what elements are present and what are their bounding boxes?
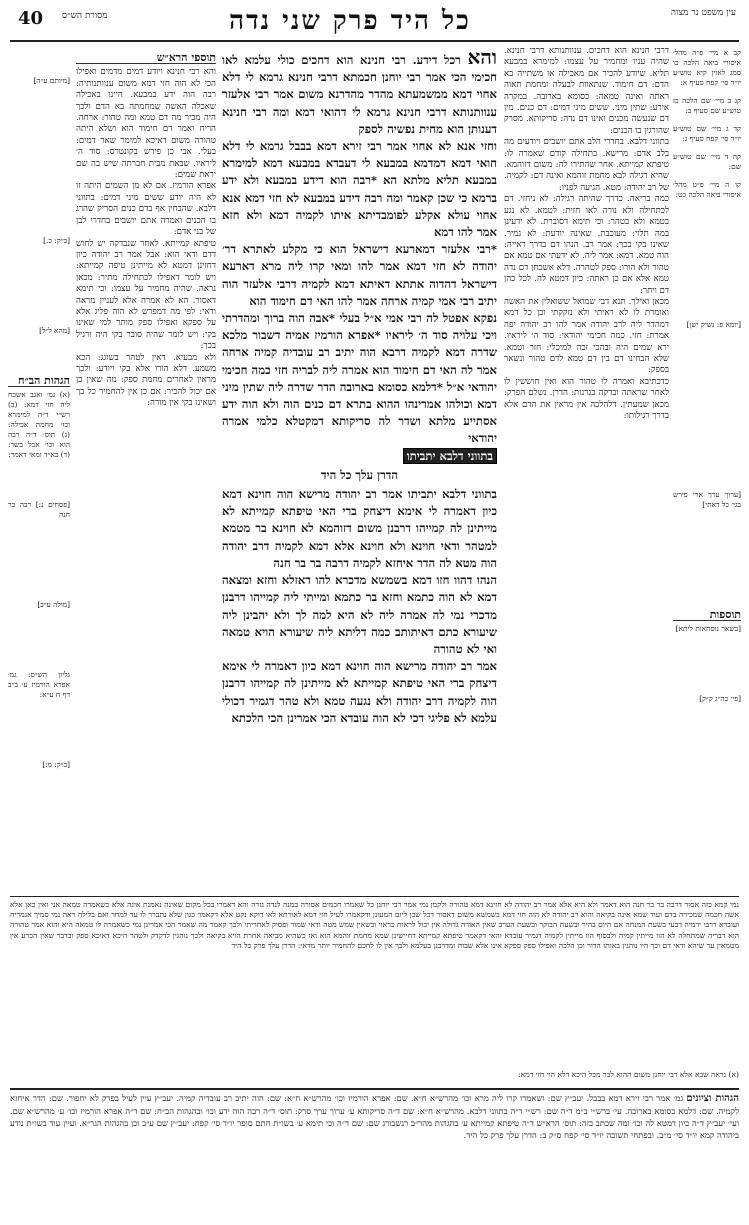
gemara-paragraph: *רבי אלעזר דמארעא דישראל הוא כי מקלע לאתרא דר׳ יהודה לא חזי דמא אמר להו ומאי קרו ליה מרא דארעא דישראל דהדוה אתתא דאיתא דמא לקמיה דרבי אלעזר הוה יתיב רבי אמי קמיה ארחה אמר להו האי דם חימוד הוא xyxy=(222,242,497,308)
tosafot-margin-heading: תוספות xyxy=(673,610,741,621)
masoret-ref: [ב״ק: מ:] xyxy=(42,760,70,769)
bottom-rule xyxy=(10,896,739,897)
margin-ref: קג ב מיי׳ שם הלכה כז טוש״ע שם סעיף ב: xyxy=(673,96,741,115)
rashi-paragraph: כדכתיבא ואמרה לו טהור הוא ואין חוששין לו לאחר שראתה ובדקה בגרנות: הדרן. נשלם הפרק: מכאן שמעתין. דלהלכה אין מראין את הדם אלא בדרך רגילותו: xyxy=(504,376,669,421)
hagahot-rule xyxy=(10,1088,739,1090)
tosafot-paragraph: והא רבי חנינא ויודע דמים מדמים ואפילו הכי לא הוה חזי דמא משום ענוותנותיה: רבה הוה ידע במבעא. היינו באכילה שאכלה האשה שמחמתה בא הדם ולכך היה מכיר מה דם טמא ומה טהור: ארחה. הריח ואמר דם חימוד הוא ושלא היתה טהורה משום דאיכא למימר שאר דמים: בעלי. אבי כן פירש בקונטרס: סוד ה׳ ליראיו. שבאת מבית חברתה שיש בה שם יראת שמים: xyxy=(76,67,216,181)
margin-ref: קד ג מיי׳ שם טוש״ע יו״ד סי׳ קפח סעיף ג: xyxy=(673,124,741,143)
rashi-paragraph: בתווני דלבא. בחדרי הלב אתם יושבים ויודעים מה בלב אדם: מרישא. בתחילה קודם שאמרה לו: טיפתא קמייתא. אחר שהתירו לה: משום דזוהמא. שהיא רגילה לבא מחמת זוהמא ואינה דם: לקמיה. של רב יהודה: מטא. הגיעה לפניו: xyxy=(504,137,669,193)
left-margin xyxy=(8,46,70,886)
rashi-paragraph: דרבי חנינא הוא דחכים. ענוותנותא דרבי חנינא. שהיה עניו ומחמיר על עצמו: למימרא במבעא תליא. שיודע להכיר אם מאכילה או משתייה בא הדם: דם חימוד. שנתאוות לבעלה ומחמת תאוה ראתה ואינה טמאה: כסומא בארובה. במקרה אירע: שתין מיני. ששים מיני דמים: דם כנים. מין דם שנעשה מכנים ואינו דם נדה: סריקותא. מסרק שהורגין בו הכנים: xyxy=(504,46,669,136)
margin-note: [בשאר נוסחאות ליתא] xyxy=(675,624,741,633)
bach-heading: הגהות הב״ח xyxy=(8,376,70,387)
margin-note: [ערוך ערך ארי פירש בגי׳ כל דאתי] xyxy=(673,490,741,509)
gemara-paragraph: נפקא אפטל לה רבי אמי א״ל בעלי *אבה הוה ברוך ומהדרתי ויכי עלויה סוד ה׳ ליראיו *אפרא הורמיז אמיה דשבור מלכא שדרה דמא לקמיה דרבא הוה יתיב רב עובדיה קמיה ארחה אמר לה האי דם חימוד הוא אמרה ליה לבריה חזי כמה חכימי יהודאי א״ל *דלמא כסומא בארובה הדר שדרה ליה שתין מיני דמא וכולהו אמרינהו ההוא בתרא דם כנים הוה ולא הוה ידע אסתייע מלתא ושדר לה סריקותא דמקטלא כלמי אמרה יהודאי xyxy=(222,311,497,446)
margin-ref: קו ה מיי׳ פ״ט מהל׳ איסורי ביאה הלכה כט: xyxy=(673,180,741,199)
margin-note: [יומא פ: נשיק ישן] xyxy=(686,320,741,329)
gemara-paragraph: וחזי אנא לא אחוי אמר רבי זירא דמא בבבל גרמא לי דלא חואי דמא דמדמא במבעא לי דעבדא במבעא דמא למימרא במבעא תליא מלתא הא *רבה הוא דידע במבעא ולא ידע ברמא כי שכן קאמר ומה רבה דידע במבעא לא חזי דמא אנא אחוי עולא אקלע לפומבדיתא איתו לקמיה דמא ולא חזא אמר להו דמא xyxy=(222,139,497,240)
gilyon-note: גליון הש״ס: גמ׳ אפרא הורמיז ע׳ ב״ב דף ח ע״א: xyxy=(8,670,70,699)
tosafot-paragraph: אפרא הורמיז. אם לא מן השמים היתה זו לא היה יודע ששים מיני דמים: בתווני דלבא. שהבחין אף בדם כנים הסריק שהרג בו הכנים ואמרה אתם יושבים בחדרי לבן של בני אדם: xyxy=(76,181,216,238)
chapter-end-heading: הדרן עלך כל היד xyxy=(320,467,399,482)
rashi-paragraph: כמה בריאה. כדרך שהיתה רגילה: לא ניחזי. דם לכתחילה ולא נורה לאו חזית: לטמא. לא נגע בטמא ולא בטהר: וכי תימא דסוברת. לא ידעינן במה תלוי: מעוכבת. שאינה יודעת: לא גמיר. שאינו בקי בכך: אמר רב. הנהו דם בדרך ראייה: הוה טמא. דמא: אמר ליה. לא ידעתי אם טמא אם טהור ולא הורו: ספק לטהרה. דלא אשכחן דם נדה טמא אלא אם כן ראתה: כיון דמטא לה. לכל כהן דם ויתר: xyxy=(504,194,669,296)
hagahot-title: הגהות וציונים xyxy=(686,1093,739,1104)
bottom-commentary: נמי קמא כזה אסור דרבה בר בר חנה הוא דאמר ולא היא אלא אמר רב יהודה לא חזינא דמא טהורה ולקמן נמי אמר רבי יוחנן כל שאמרו חכמים אסורה כמנה לנדה גזרה והא דאמרו בכל מקום שאינה נאמנת אינה אלא כשאמרה טמאה אני ואין כאן אלא אשה חכמה שמכירה בדם ועוד שמא אינה בקיאה והוא רב יהודה לא הוה חזי דמא בשמשא משום דאסור דכל שכן ליום המעונן ודקאמרו לעיל חזי דמא לאורתא לאו דוקא נקט אלא דקאמר כגון שלא נתברר לו עד למחר ואם בלילה ראה נמי סמיך אגמריה ועובדא דרבי ירמיה דבעי בשעת המנחה אם היום בהיר ובשעת הבוקר ובשעת הערב שאין האורה גדולה אין יכול לראות כראוי וכשאין שמש מטה ודאי שמור ופסיק לאחריתי ולכך קאמר מה שאמר הכי אמרינן נמי כשאמרה לו טמאה היא והוא אמר טהורה הוא דבריה שמתחלה לא הוו מייתין קמיה ולבסוף הוו מייתין לקמיה דגמיר עובדא והאי דקאמר טיפתא קמייתא דחיישינן שמא מחמת זוהמא הוא ואז כשהיא מביאה אחרת הויא בקיאה ולכך נוהגין לדקדק ולטהר היכא דאיכא ספק ובדבר שאין הכרע אין מטמאין עד שיהא ודאי דם וכך היו נוהגין באותו הדור וכן הלכה ואפילו ספק ספקא אינו אלא שבות ומדרבנן בעלמא ולכך אין לו לחכם להחמיר יותר מדאי: הדרן עלך פרק כל היד xyxy=(10,900,739,950)
tosafot-heading: תוספי הרא״ש xyxy=(76,52,216,64)
margin-note: [פי׳ כה״ג ק״ק] xyxy=(699,694,741,703)
masoret-ref: [פסחים נ:] רבה בר חנה xyxy=(8,500,70,519)
masoret-hashas-label: מסורת הש״ס xyxy=(62,11,108,21)
rashi-paragraph: מכאן ואילך. תנא דבי שמואל ששואלין את האשה ואומרת לו לא ראיתי ולא נזקקתי וכן כל דמא דמהדר ליה לרב יהודה אמר להו רב יהודה יפה אמרת: חזי. כמה חכימי יהודאי: סוד ה׳ ליראיו. ירא שמים היה ובהכי זכה למיכלי: חזר וטמא. שלא הבחינו דם בין דם טמא לדם טהור ונשאר בספק: xyxy=(504,296,669,376)
page-number: 40 xyxy=(18,8,44,29)
tosafot-paragraph: ולא מבעיא. דאין לטהר בשוגג: הכא משמע. דלא הורו אלא בקי ויודע: ולכך מראין לאחרים מחמת ספק: מה שאין כן אם יכול להכיר: אם כן אין להחמיר כל כך ושאינו בקי אין מורה: xyxy=(76,352,216,409)
gemara-text xyxy=(222,46,497,886)
tosafot-commentary xyxy=(76,46,216,886)
gemara-paragraph: אמר רב יהודה מרישא הוה חוינא דמא כיון דאמרה לי אימא דיצחק ברי האי טיפתא קמייתא לא מייתינן לה קמייהו דרבנן הוה לקמיה דרב יהודה ולא נגעה טמא ולא טהר דגמיר דכולי עלמא לא פליגי דכי לא הוה עובדא הכי אמרינן הכי הלכתא xyxy=(222,659,497,725)
ein-mishpat-label: עין משפט נר מצוה xyxy=(670,8,736,18)
rashi-commentary xyxy=(504,46,669,886)
masoret-ref: [ב״ק: כ.] xyxy=(43,236,70,245)
masoret-ref: [מהא ל״ל] xyxy=(39,326,70,335)
hagahot-section xyxy=(10,1092,739,1220)
margin-ref: קה ד מיי׳ שם טוש״ע שם: xyxy=(673,152,741,171)
gemara-paragraph: רכל דידע. רבי חנינא הוא דחכים כולי עלמא לאו חכימי הכי אמר רבי יוחנן חכמתא דרבי חנינא גרמא לי דלא אחוי דמא ממשמעתא מהדר מהדרנא משום אמר רבי אלעזר ענוותנותא דרבי חנינא גרמא לי דהואי דמא ומה רבי חנינא דענותן הוא מחית נפשיה לספק xyxy=(222,53,497,136)
masoret-ref: [מיותם ע״ה] xyxy=(33,76,70,85)
tosafot-paragraph: טיפתא קמייתא. לאחר שנבדקה יש לחוש דדם ודאי הוא: אבל אמר רב יהודה כיון דחזינן דמטא לא מייתינן טיפה קמייתא: ויש לומר דאפילו לכתחילה מתיר: מכאן נראה. שהיה מחמיר על עצמו: וכי תימא דאסור. הא לא אמרה אלא לעניין מראה ודאי: לפי מה דמפרש לא הוה פליג אלא על ספקא ואפילו ספק מותר למי שאינו בקי: ויש לומר שהיה סובר בקי היה ורגיל בכך: xyxy=(76,238,216,352)
margin-ref: קב א מיי׳ פ״ה מהל׳ איסורי ביאה הלכה כו סמג לאוין קיא טוש״ע יו״ד סי׳ קפח סעיף א: xyxy=(673,48,741,87)
gemara-paragraph: בתווני דלבא יתביתו אמר רב יהודה מרישא הוה חוינא דמא כיון דאמרה לי אימא דיצחק ברי האי טיפתא קמייתא לא מייתינן לה קמייהו דרבנן משום דזוהמא לא חוינא בר מטמא למטהר ודאי חוינא ולא חוינא אלא דמא לקמיה דרב יהודה הוה מטא לה הדר איחזא לקמיה דרבה בר בר חנה xyxy=(222,487,497,570)
right-margin xyxy=(673,46,741,886)
page-header xyxy=(10,4,740,38)
footnote: (א) נראה שבא אלא רבי יוחנן משום ההוא לבר מכל היכא דלא הוי חזי דמא: xyxy=(518,1070,739,1079)
opening-word: והא xyxy=(467,46,497,69)
gemara-paragraph: הנהו דהוו חזו דמא בשמשא מדכרא להו דאזלא וחזא ומצאה דמא לא הוה כתמא וחזא בר כתמא ומייתי ליה קמייהו דרבנן מדכרי נמי לה אמרה ליה לא היא למה לך ולא יהבינן ליה שיעורא כתם דאיתותב כמה דליתא ליה שיעורא הויא טמאה ואי לא טהורה xyxy=(222,573,497,656)
masoret-ref: [מולה ע״ב] xyxy=(37,600,70,609)
hagahot-text: גמ׳ אמר רבי זירא דמא בבבל. יעב״ץ שם: ושאמרו קרו ליה מרא וכו׳ מהרש״א ח״א. שם: אפרא הורמיז וכו׳ מהרש״א ח״א: שם: הוה יתיב רב עובדיה קמיה. יעב״ץ עיין לעיל בפרק לא יחפור. שם: הדר איחזא לקמיה. שם: דלמא כסומא בארובה. עי׳ ברש״י ב״מ ד״ה שם: רש״י ד״ה בתווני דלבא. מהרש״א ח״א: שם ד״ה סריקותא ע׳ ערוך ערך סרק: תוס׳ ד״ה רבה הוה ידע וכו׳ ובהגהות הב״ח: שם ד״ה אפרא הורמיז וכו׳ ע׳ מהרש״א שם. ועי׳ יעב״ץ ד״ה כיון דמטא לה וכו׳ ומה שכתב בזה: תוס׳ הרא״ש ד״ה טיפתא קמייתא ע׳ בהגהות מהר״ב רנשבורג שם: שם ד״ה וכי תימא ע׳ בשו״ת חתם סופר יו״ד סי׳ קפח: יעב״ץ שם ע״ב וכן בהגהות הגר״א. ועיין עוד בשו״ת נודע ביהודה קמא יו״ד סי׳ מ״ב. ובפתחי תשובה יו״ד סי׳ קפח ס״ק ב: הדרן עלך פרק כל היד. xyxy=(10,1093,739,1140)
header-rule xyxy=(10,40,739,42)
highlighted-phrase: בתווני דלבא יתביתו xyxy=(403,448,497,464)
bach-note: (א) גמ׳ ואגב אשכח ליה חזי דמא: (ב) רש״י ד״ה למימרא וכו׳ מחמת אכילה: (ג) תוס׳ ד״ה רבה הוא וכו׳ אכל בשר: (ד) בא״ד ומאי דאמר: xyxy=(8,390,70,459)
page-title: כל היד פרק שני נדה xyxy=(229,6,471,36)
